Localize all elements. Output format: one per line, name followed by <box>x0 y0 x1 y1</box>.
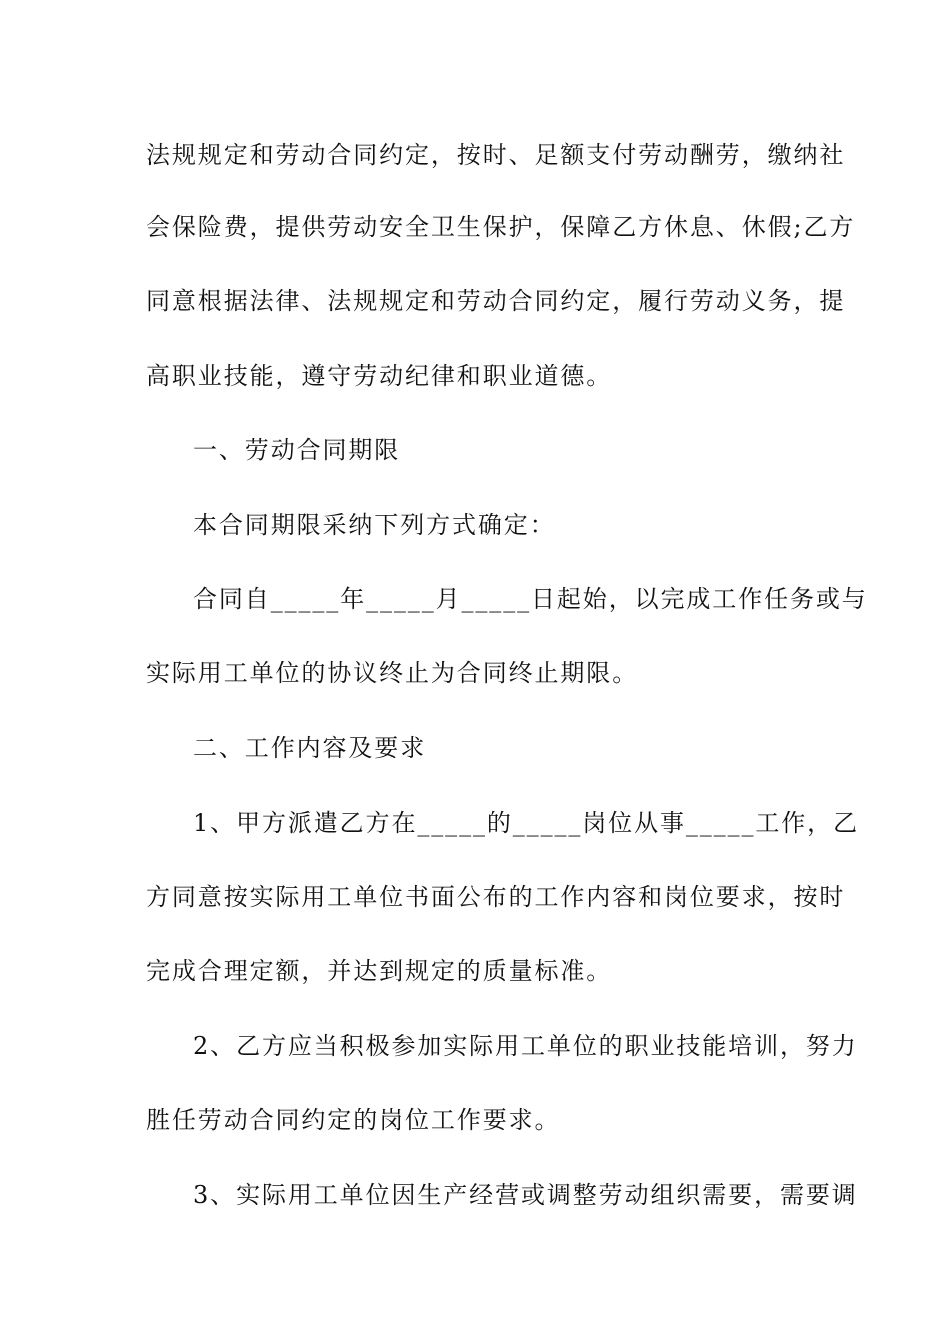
section-heading-2: 二、工作内容及要求 <box>193 734 427 762</box>
paragraph-line-3: 同意根据法律、法规规定和劳动合同约定，履行劳动义务，提 <box>146 287 846 315</box>
paragraph-line-10: 1、甲方派遣乙方在_____的_____岗位从事_____工作，乙 <box>193 809 859 837</box>
paragraph-line-1: 法规规定和劳动合同约定，按时、足额支付劳动酬劳，缴纳社 <box>146 141 846 169</box>
paragraph-line-8: 实际用工单位的协议终止为合同终止期限。 <box>146 659 639 687</box>
paragraph-line-15: 3、实际用工单位因生产经营或调整劳动组织需要，需要调 <box>193 1181 858 1209</box>
paragraph-line-6: 本合同期限采纳下列方式确定： <box>193 511 556 539</box>
paragraph-line-13: 2、乙方应当积极参加实际用工单位的职业技能培训，努力 <box>193 1032 858 1060</box>
paragraph-line-4: 高职业技能，遵守劳动纪律和职业道德。 <box>146 362 613 390</box>
paragraph-line-2: 会保险费，提供劳动安全卫生保护，保障乙方休息、休假;乙方 <box>146 213 856 241</box>
paragraph-line-12: 完成合理定额，并达到规定的质量标准。 <box>146 957 613 985</box>
paragraph-line-7: 合同自_____年_____月_____日起始，以完成工作任务或与 <box>193 585 868 613</box>
paragraph-line-11: 方同意按实际用工单位书面公布的工作内容和岗位要求，按时 <box>146 883 846 911</box>
paragraph-line-14: 胜任劳动合同约定的岗位工作要求。 <box>146 1106 561 1134</box>
section-heading-1: 一、劳动合同期限 <box>193 436 401 464</box>
